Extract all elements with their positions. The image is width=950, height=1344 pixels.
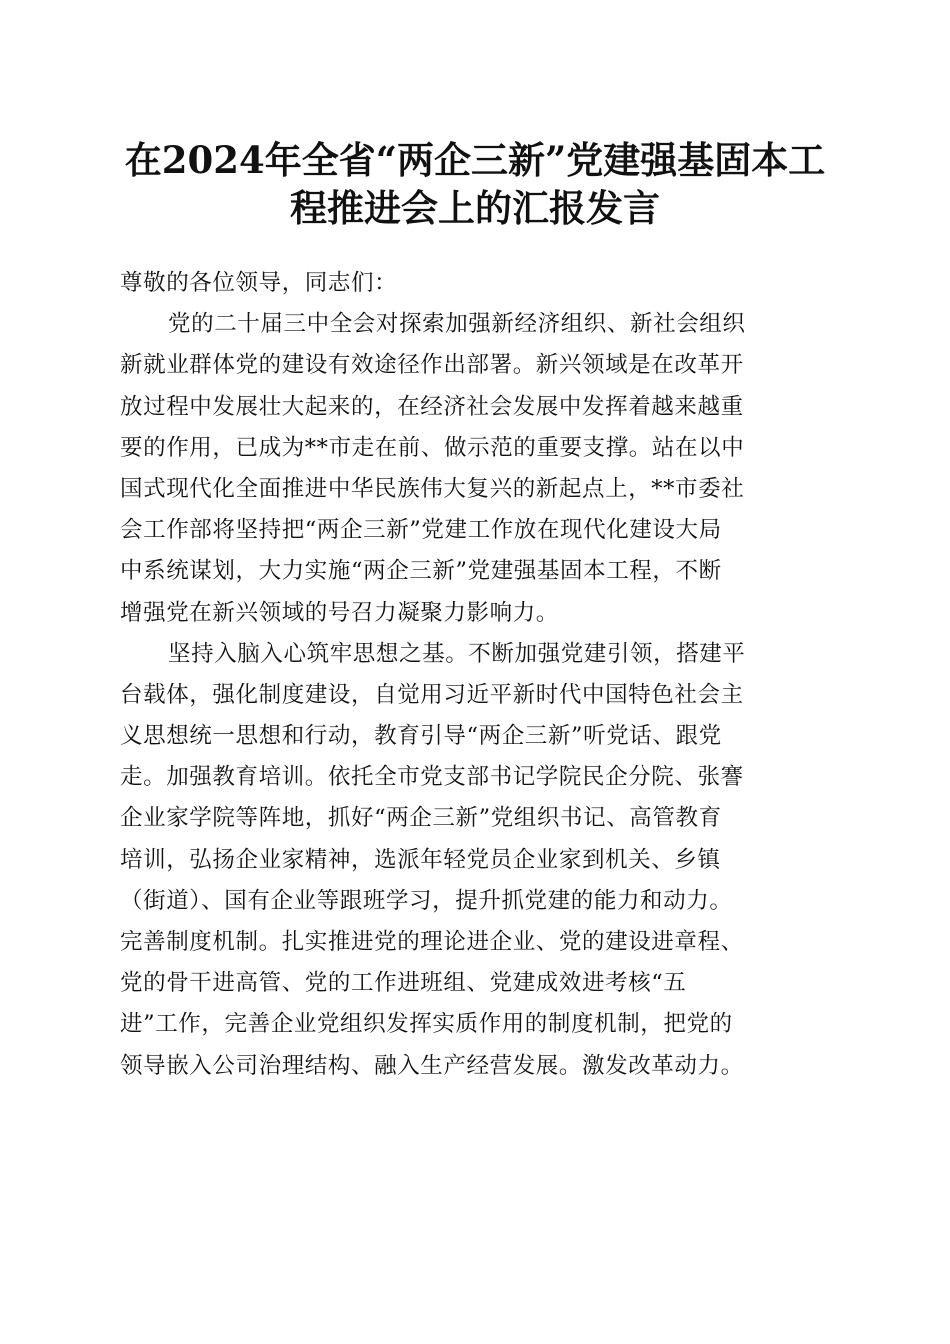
paragraph-2-line: 领导嵌入公司治理结构、融入生产经营发展。激发改革动力。	[120, 1052, 744, 1079]
paragraph-1-line: 党的二十届三中全会对探索加强新经济组织、新社会组织	[168, 311, 746, 338]
paragraph-2-line: 完善制度机制。扎实推进党的理论进企业、党的建设进章程、	[120, 929, 744, 955]
paragraph-1-line: 要的作用，已成为**市走在前、做示范的重要支撑。站在以中	[120, 434, 745, 461]
title-line-1: 在2024年全省“两企三新”党建强基固本工	[124, 138, 826, 182]
document-body	[120, 263, 836, 1087]
paragraph-2-line: 企业家学院等阵地，抓好“两企三新”党组织书记、高管教育	[120, 805, 722, 832]
paragraph-2-line: 坚持入脑入心筑牢思想之基。不断加强党建引领，搭建平	[168, 640, 746, 667]
paragraph-1-line: 增强党在新兴领域的号召力凝聚力影响力。	[120, 599, 559, 626]
paragraph-2-line: 台载体，强化制度建设，自觉用习近平新时代中国特色社会主	[120, 681, 744, 708]
paragraph-2-line: （街道）、国有企业等跟班学习，提升抓党建的能力和动力。	[120, 887, 733, 914]
paragraph-2-line: 培训，弘扬企业家精神，选派年轻党员企业家到机关、乡镇	[120, 846, 721, 873]
paragraph-1-line: 会工作部将坚持把“两企三新”党建工作放在现代化建设大局	[120, 517, 722, 544]
paragraph-2-line: 进”工作，完善企业党组织发挥实质作用的制度机制，把党的	[120, 1011, 733, 1038]
document-title	[100, 136, 850, 232]
paragraph-1-line: 国式现代化全面推进中华民族伟大复兴的新起点上，**市委社	[120, 475, 745, 502]
title-line-2: 程推进会上的汇报发言	[290, 186, 660, 230]
paragraph-1-line: 新就业群体党的建设有效途径作出部署。新兴领域是在改革开	[120, 352, 744, 379]
paragraph-2-line: 党的骨干进高管、党的工作进班组、党建成效进考核“五	[120, 970, 687, 997]
salutation: 尊敬的各位领导，同志们：	[120, 270, 398, 296]
paragraph-2-line: 义思想统一思想和行动，教育引导“两企三新”听党话、跟党	[120, 723, 722, 750]
paragraph-1-line: 放过程中发展壮大起来的，在经济社会发展中发挥着越来越重	[120, 393, 744, 420]
paragraph-1-line: 中系统谋划，大力实施“两企三新”党建强基固本工程，不断	[120, 558, 722, 585]
paragraph-2-line: 走。加强教育培训。依托全市党支部书记学院民企分院、张謇	[120, 764, 744, 791]
